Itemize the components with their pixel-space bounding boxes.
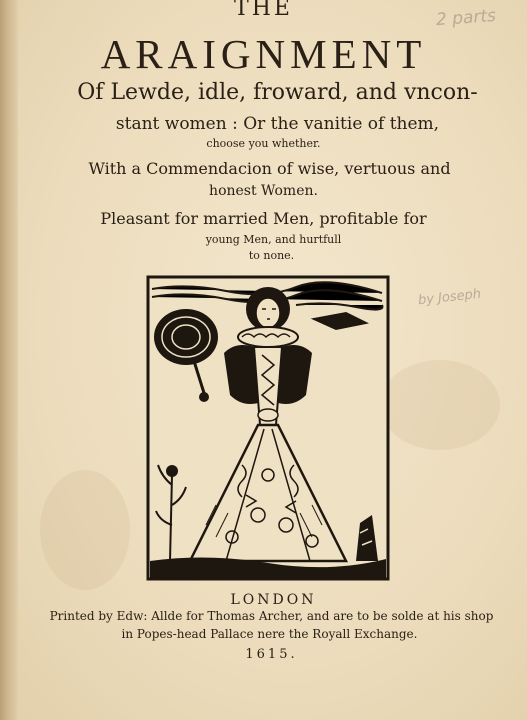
subtitle-line: young Men, and hurtfull xyxy=(205,233,342,246)
subtitle-line: With a Commendacion of wise, vertuous and xyxy=(88,159,451,178)
imprint-place: LONDON xyxy=(230,592,317,608)
handwritten-note: by Joseph xyxy=(417,286,482,309)
subtitle-line: Pleasant for married Men, profitable for xyxy=(100,209,427,228)
title-line-the: THE xyxy=(234,0,293,21)
woodcut-woman-with-fan-icon xyxy=(146,275,390,581)
subtitle-line: stant women : Or the vanitie of them, xyxy=(115,114,440,134)
handwritten-note: 2 parts xyxy=(435,5,497,31)
paper-stain xyxy=(40,470,130,590)
imprint-line: in Popes-head Pallace nere the Royall Exchange. xyxy=(121,627,418,641)
subtitle-line: honest Women. xyxy=(209,183,318,199)
imprint-year: 1615. xyxy=(245,647,298,662)
subtitle-line: choose you whether. xyxy=(206,137,321,150)
imprint-line: Printed by Edw: Allde for Thomas Archer, and are to be solde at his shop xyxy=(49,609,494,623)
subtitle-line: Of Lewde, idle, froward, and vncon- xyxy=(77,80,478,105)
woodcut-illustration xyxy=(146,275,390,581)
title-line-araignment: ARAIGNMENT xyxy=(100,31,427,77)
paper-stain xyxy=(380,360,500,450)
subtitle-line: to none. xyxy=(248,249,295,262)
